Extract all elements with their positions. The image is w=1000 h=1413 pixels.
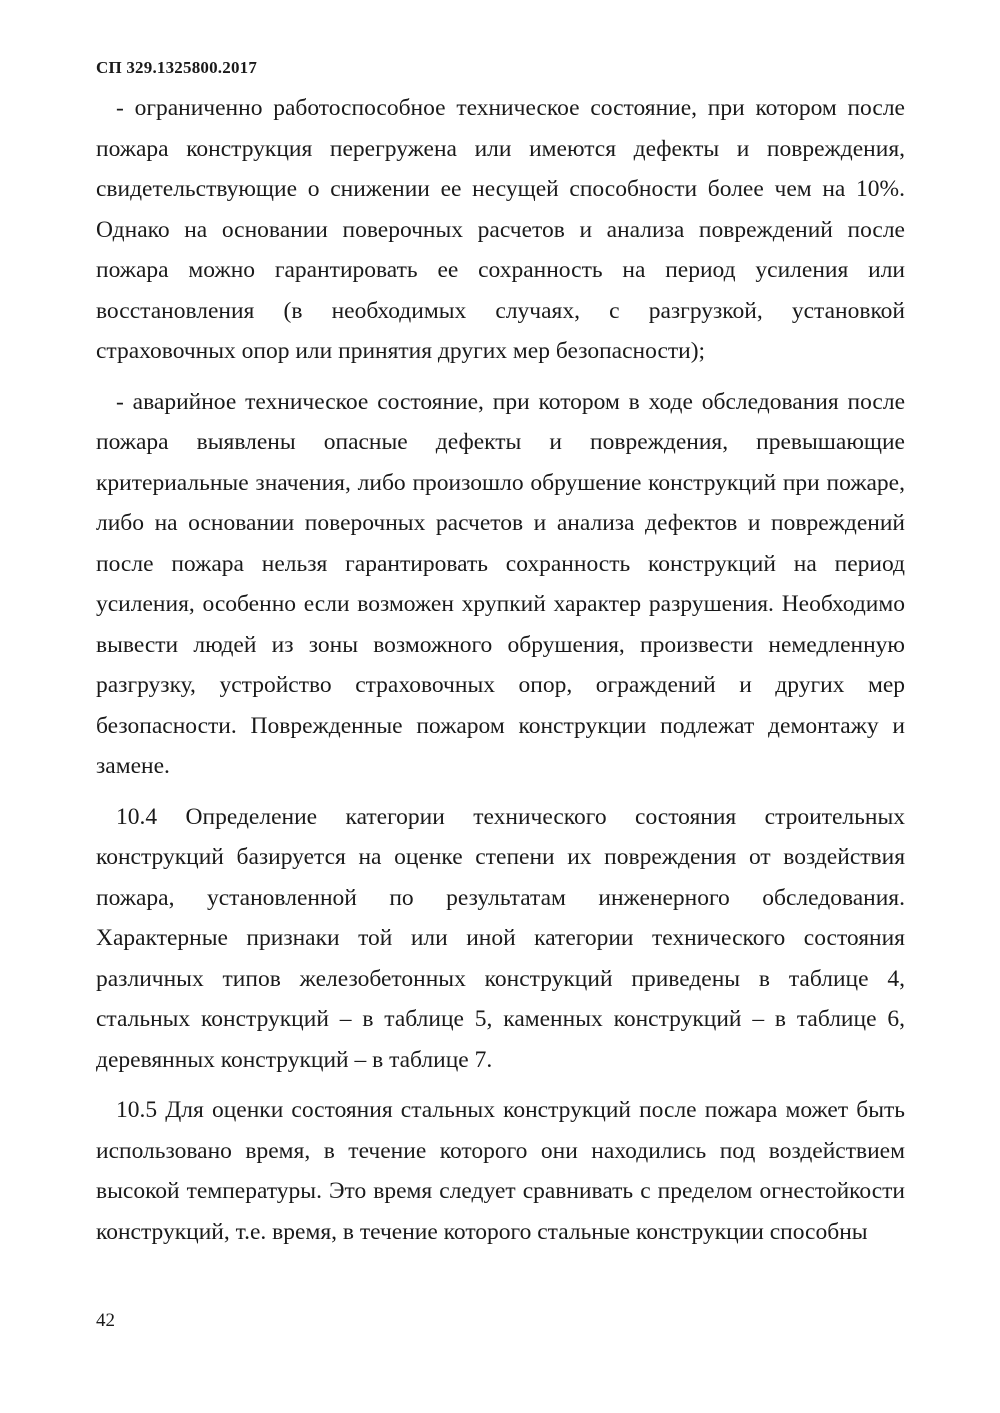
paragraph-emergency-state: - аварийное техническое состояние, при котором в ходе обследования после пожара выявлены опасные дефекты и повреждения, превышающие критериальные значения, либо произошло обрушение конструкций при пожаре, либо на основании поверочных расчетов и анализа дефектов и повреждений после пожара нельзя гарантировать сохранность конструкций на период усиления, особенно если возможен хрупкий характер разрушения. Необходимо вывести людей из зоны возможного обрушения, произвести немедленную разгрузку, устройство страховочных опор, ограждений и других мер безопасности. Поврежденные пожаром конструкции подлежат демонтажу и замене.: [96, 388, 905, 779]
body-text: [96, 88, 905, 1262]
paragraph-limited-operable-state: - ограниченно работоспособное техническое состояние, при котором после пожара конструкция перегружена или имеются дефекты и повреждения, свидетельствующие о снижении ее несущей способности более чем на 10%. Однако на основании поверочных расчетов и анализа повреждений после пожара можно гарантировать ее сохранность на период усиления или восстановления (в необходимых случаях, с разгрузкой, установкой страховочных опор или принятия других мер безопасности);: [96, 95, 905, 364]
document-code-header: СП 329.1325800.2017: [96, 58, 258, 77]
paragraph-10-5: 10.5 Для оценки состояния стальных конструкций после пожара может быть использовано время, в течение которого они находились под воздействием высокой температуры. Это время следует сравнивать с пределом огнестойкости конструкций, т.е. время, в течение которого стальные конструкции способны: [96, 1097, 905, 1245]
page-number: 42: [96, 1310, 115, 1331]
paragraph-10-4: 10.4 Определение категории технического состояния строительных конструкций базируется на оценке степени их повреждения от воздействия пожара, установленной по результатам инженерного обследования. Характерные признаки той или иной категории технического состояния различных типов железобетонных конструкций приведены в таблице 4, стальных конструкций – в таблице 5, каменных конструкций – в таблице 6, деревянных конструкций – в таблице 7.: [96, 803, 905, 1073]
